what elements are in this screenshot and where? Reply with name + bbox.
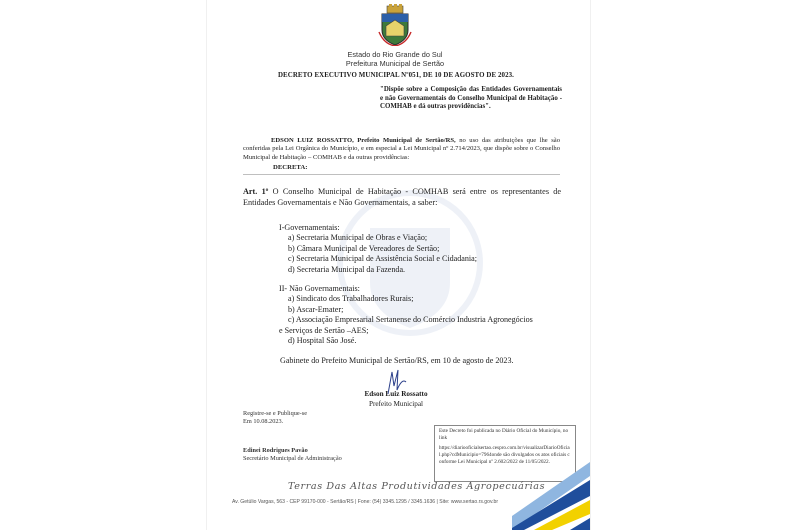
article-label: Art. 1º (243, 187, 269, 196)
secretary-name: Edinei Rodrigues Pavão (243, 447, 308, 454)
list-item: a) Sindicato dos Trabalhadores Rurais; (288, 294, 414, 303)
list-item: c) Associação Empresarial Sertanense do Comércio Industria Agronegócios (288, 315, 533, 325)
nao-governamentais-list (279, 294, 533, 347)
decree-ementa: "Dispõe sobre a Composição das Entidades Governamentais e não Governamentais do Conselho Municipal de Habitação - COMHAB e dá outras providências". (380, 86, 562, 111)
secretary-block (243, 447, 342, 463)
list-item: b) Ascar-Emater; (288, 304, 344, 314)
list-item: a) Secretaria Municipal de Obras e Viação; (288, 233, 428, 242)
publication-link: https://diariooficialsertao.cespro.com.br/visualizarDiarioOficial.php?cdMunicipio=7964onde são divulgados os atos oficiais conforme Lei Municipal nº 2.602/2022 de 11/05/2022. (439, 445, 570, 465)
header-prefeitura: Prefeitura Municipal de Sertão (345, 59, 445, 68)
decorative-stripes-icon (512, 458, 590, 530)
divider (243, 174, 560, 175)
decreta-label: DECRETA: (273, 164, 308, 171)
preamble-text: no uso das atribuições que lhe são conferidas pela Lei Orgânica do Município, e em especial a Lei Municipal nº 2.714/2023, que dispõe sobre o Conselho Municipal de Habitação – COMHAB e da outras providências: (243, 137, 560, 161)
preamble (243, 137, 560, 162)
preamble-name: EDSON LUIZ ROSSATTO, Prefeito Municipal de Sertão/RS, (271, 137, 456, 144)
municipal-crest-icon (378, 4, 412, 46)
header-state: Estado do Rio Grande do Sul (347, 50, 443, 59)
registre-line: Registre-se e Publique-se (243, 410, 308, 417)
article-text: O Conselho Municipal de Habitação - COMHAB será entre os representantes de Entidades Governamentais e Não Governamentais, a saber: (243, 187, 561, 207)
gabinete-line: Gabinete do Prefeito Municipal de Sertão/RS, em 10 de agosto de 2023. (280, 356, 514, 365)
list-item: c) Secretaria Municipal de Assistência Social e Cidadania; (288, 254, 478, 264)
signature-name: Edson Luiz Rossatto (364, 390, 428, 398)
article-1 (243, 187, 561, 209)
list-item: b) Câmara Municipal de Vereadores de Sertão; (288, 243, 440, 253)
publication-line: Este Decreto foi publicada no Diário Oficial do Município, no link (439, 428, 569, 441)
nao-governamentais-heading: II- Não Governamentais: (279, 284, 360, 293)
list-item: d) Hospital São José. (288, 336, 357, 346)
slogan: Terras Das Altas Produtividades Agropecuárias (288, 481, 546, 492)
governamentais-list (288, 233, 477, 275)
signature-role: Prefeito Municipal (368, 400, 424, 408)
secretary-role: Secretário Municipal de Administração (243, 455, 342, 462)
registre-date: Em 10.08.2023. (243, 418, 284, 425)
list-item: d) Secretaria Municipal da Fazenda. (288, 264, 406, 274)
decree-title: DECRETO EXECUTIVO MUNICIPAL Nº051, DE 10 DE AGOSTO DE 2023. (277, 72, 515, 79)
footer-address: Av. Getúlio Vargas, 563 - CEP 99170-000 - Sertão/RS | Fone: (54) 3345.1295 / 3345.1636 | Site: www.sertao.rs.gov.br (232, 499, 499, 505)
registre-block (243, 410, 307, 426)
list-item: e Serviços de Sertão –AES; (279, 325, 369, 335)
governamentais-heading: I-Governamentais: (279, 223, 340, 232)
